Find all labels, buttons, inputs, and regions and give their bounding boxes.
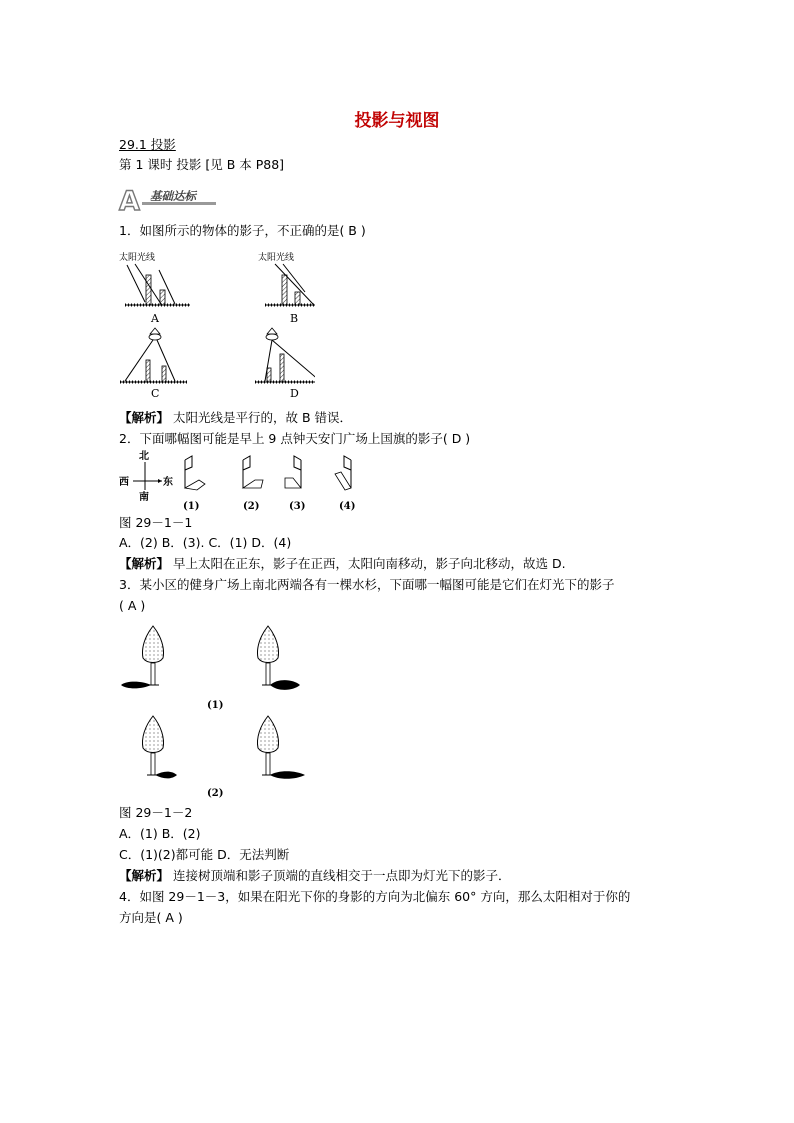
q2-fig-caption: 图 29－1－1 xyxy=(119,515,193,530)
q4-stem-line1: 4．如图 29－1－3，如果在阳光下你的身影的方向为北偏东 60° 方向，那么太阳相对于你的 xyxy=(119,889,631,904)
q2-label-2: (2) xyxy=(243,501,260,512)
q4-stem-line2: 方向是( A ) xyxy=(119,910,183,925)
q1-label-b: B xyxy=(290,312,299,325)
q2-options: A．(2) B．(3). C．(1) D．(4) xyxy=(119,535,292,550)
q2-stem: 2．下面哪幅图可能是早上 9 点钟天安门广场上国旗的影子( D ) xyxy=(119,431,471,446)
q3-fig-caption: 图 29－1－2 xyxy=(119,805,193,820)
q2-figure xyxy=(117,448,377,514)
q2-compass-north: 北 xyxy=(139,451,149,462)
page-title: 投影与视图 xyxy=(354,111,440,131)
q3-label-2: (2) xyxy=(207,788,224,799)
q2-analysis: 早上太阳在正东，影子在正西，太阳向南移动，影子向北移动，故选 D. xyxy=(169,556,566,571)
q3-label-1: (1) xyxy=(207,700,224,711)
q1-label-d: D xyxy=(290,387,299,400)
q1-label-a: A xyxy=(151,312,159,325)
q2-label-3: (3) xyxy=(289,501,306,512)
q3-figure xyxy=(115,620,315,800)
q2-compass-south: 南 xyxy=(139,492,149,503)
q1-sun-label-b: 太阳光线 xyxy=(258,253,295,263)
q2-compass-west: 西 xyxy=(119,477,129,488)
q2-label-1: (1) xyxy=(183,501,200,512)
q3-analysis-tag: 【解析】 xyxy=(119,868,170,883)
q3-stem-line1: 3．某小区的健身广场上南北两端各有一棵水杉，下面哪一幅图可能是它们在灯光下的影子 xyxy=(119,577,615,592)
lesson-heading: 第 1 课时 投影 [见 B 本 P88] xyxy=(119,157,285,172)
q3-options-line1: A．(1) B．(2) xyxy=(119,826,201,841)
q1-stem: 1．如图所示的物体的影子，不正确的是( B ) xyxy=(119,223,366,238)
q2-compass-east: 东 xyxy=(163,477,173,488)
q1-sun-label-a: 太阳光线 xyxy=(119,253,156,263)
q3-analysis: 连接树顶端和影子顶端的直线相交于一点即为灯光下的影子． xyxy=(169,868,511,883)
q2-label-4: (4) xyxy=(339,501,356,512)
q3-stem-line2: ( A ) xyxy=(119,598,146,613)
q2-analysis-tag: 【解析】 xyxy=(119,556,170,571)
badge-letter: A xyxy=(119,186,140,214)
basic-level-badge xyxy=(118,186,218,214)
q1-label-c: C xyxy=(151,387,160,400)
section-heading: 29.1 投影 xyxy=(119,137,176,152)
q1-figure xyxy=(115,250,315,400)
badge-text: 基础达标 xyxy=(150,189,196,203)
q1-analysis-tag: 【解析】 xyxy=(119,410,170,425)
q1-analysis: 太阳光线是平行的，故 B 错误． xyxy=(169,410,353,425)
q3-options-line2: C．(1)(2)都可能 D．无法判断 xyxy=(119,847,290,862)
